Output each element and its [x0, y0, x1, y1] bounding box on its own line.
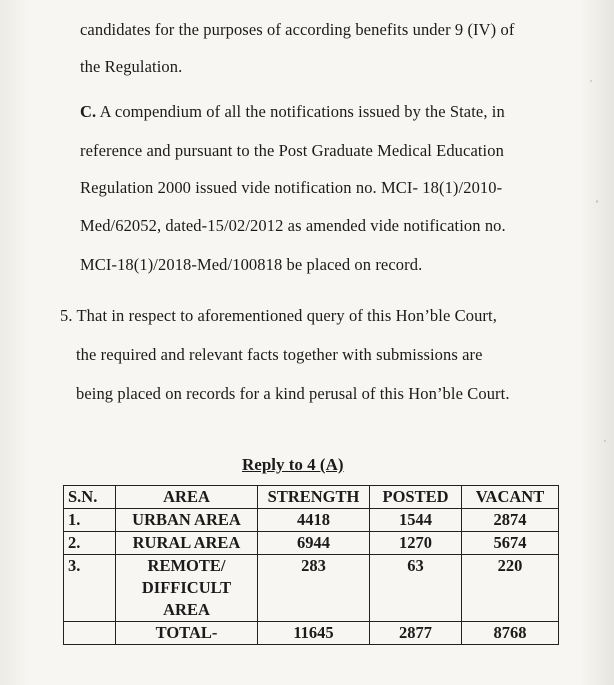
cell-sn: 1. — [64, 509, 116, 532]
text-line-8: 5. That in respect to aforementioned query of this Hon’ble Court, — [60, 306, 497, 325]
text-line-9: the required and relevant facts together with submissions are — [76, 345, 483, 364]
total-strength: 11645 — [258, 622, 370, 645]
table-row — [64, 555, 559, 622]
paper-speck — [590, 80, 592, 82]
table-header-row — [64, 486, 559, 509]
cell-sn: 2. — [64, 532, 116, 555]
total-vacant: 8768 — [462, 622, 559, 645]
table-row — [64, 532, 559, 555]
table-total-row — [64, 622, 559, 645]
table-row — [64, 509, 559, 532]
cell-strength: 6944 — [258, 532, 370, 555]
header-vacant: VACANT — [462, 486, 559, 509]
cell-strength: 4418 — [258, 509, 370, 532]
header-posted: POSTED — [370, 486, 462, 509]
text-line-4: reference and pursuant to the Post Graduate Medical Education — [80, 141, 504, 160]
cell-sn: 3. — [64, 555, 116, 622]
paper-speck — [596, 200, 598, 203]
cell-area-line: AREA — [163, 600, 210, 619]
header-area: AREA — [116, 486, 258, 509]
total-posted: 2877 — [370, 622, 462, 645]
text-line-2: the Regulation. — [80, 57, 183, 76]
cell-posted: 1544 — [370, 509, 462, 532]
cell-sn-empty — [64, 622, 116, 645]
table-title: Reply to 4 (A) — [242, 455, 344, 474]
header-sn: S.N. — [64, 486, 116, 509]
cell-area-line: DIFFICULT — [141, 578, 232, 597]
cell-area — [116, 555, 258, 622]
cell-area: RURAL AREA — [116, 532, 258, 555]
cell-vacant: 5674 — [462, 532, 559, 555]
header-strength: STRENGTH — [258, 486, 370, 509]
cell-vacant: 220 — [462, 555, 559, 622]
text-line-10: being placed on records for a kind perusal of this Hon’ble Court. — [76, 384, 510, 403]
cell-posted: 63 — [370, 555, 462, 622]
cell-strength: 283 — [258, 555, 370, 622]
cell-area-line: REMOTE/ — [147, 556, 226, 575]
paragraph-c-label: C. — [80, 102, 97, 121]
cell-area: URBAN AREA — [116, 509, 258, 532]
cell-vacant: 2874 — [462, 509, 559, 532]
paper-speck — [604, 440, 606, 442]
text-line-3: A compendium of all the notifications issued by the State, in — [99, 102, 505, 121]
paragraph-c-first-line — [80, 102, 505, 122]
text-line-1: candidates for the purposes of according benefits under 9 (IV) of — [80, 20, 515, 39]
text-line-6: Med/62052, dated-15/02/2012 as amended vide notification no. — [80, 216, 506, 235]
text-line-5: Regulation 2000 issued vide notification no. MCI- 18(1)/2010- — [80, 178, 503, 197]
total-label: TOTAL- — [116, 622, 258, 645]
reply-table — [63, 485, 559, 645]
cell-posted: 1270 — [370, 532, 462, 555]
text-line-7: MCI-18(1)/2018-Med/100818 be placed on record. — [80, 255, 423, 274]
